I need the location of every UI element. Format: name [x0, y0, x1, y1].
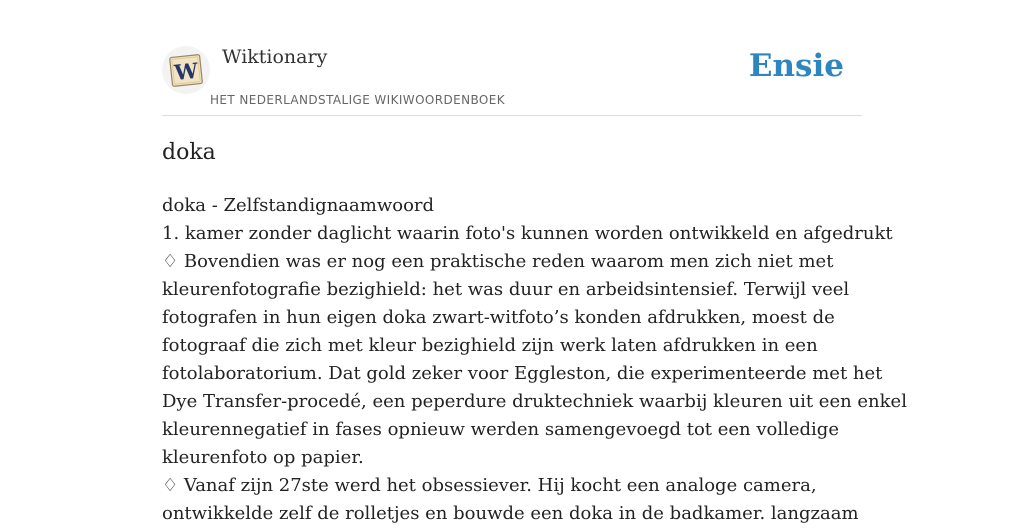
ensie-brand-logo[interactable]: Ensie	[748, 48, 844, 84]
example-line: ♢ Bovendien was er nog een praktische reden waarom men zich niet met	[162, 251, 834, 272]
example-line: kleurenfoto op papier.	[162, 447, 364, 468]
header-divider	[162, 115, 862, 116]
entry-body	[162, 192, 907, 528]
svg-text:W: W	[173, 57, 200, 86]
site-header	[162, 44, 862, 116]
entry-title: doka	[162, 140, 216, 165]
definition-line: 1. kamer zonder daglicht waarin foto's kunnen worden ontwikkeld en afgedrukt	[162, 223, 893, 244]
entry-heading: doka - Zelfstandignaamwoord	[162, 195, 435, 216]
example-line: Dye Transfer-procedé, een peperdure druktechniek waarbij kleuren uit een enkel	[162, 391, 907, 412]
example-line: fotolaboratorium. Dat gold zeker voor Eggleston, die experimenteerde met het	[162, 363, 883, 384]
site-tagline: HET NEDERLANDSTALIGE WIKIWOORDENBOEK	[210, 93, 506, 107]
wiktionary-logo-icon[interactable]	[162, 46, 210, 94]
example-line: kleurenfotografie bezighield: het was duur en arbeidsintensief. Terwijl veel	[162, 279, 850, 300]
example-line: ontwikkelde zelf de rolletjes en bouwde een doka in de badkamer. langzaam	[162, 503, 859, 524]
example-line: kleurennegatief in fases opnieuw werden samengevoegd tot een volledige	[162, 419, 839, 440]
example-line: fotograaf die zich met kleur bezighield zijn werk laten afdrukken in een	[162, 335, 818, 356]
example-line: fotografen in hun eigen doka zwart-witfoto’s konden afdrukken, moest de	[162, 307, 835, 328]
example-line: ♢ Vanaf zijn 27ste werd het obsessiever. Hij kocht een analoge camera,	[162, 475, 817, 496]
site-name[interactable]: Wiktionary	[222, 46, 328, 68]
